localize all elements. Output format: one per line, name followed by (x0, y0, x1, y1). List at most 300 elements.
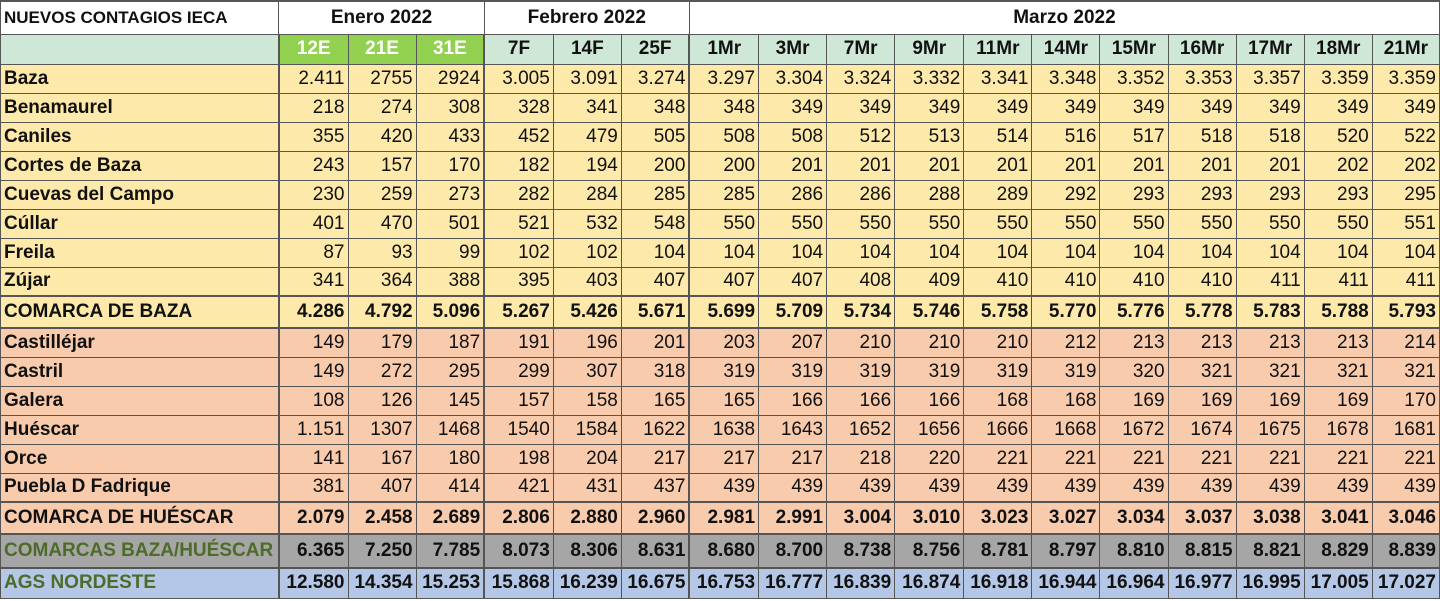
cell-value: 349 (759, 93, 827, 122)
cell-value: 165 (689, 386, 758, 415)
cell-value: 1643 (759, 415, 827, 444)
cell-value: 1622 (621, 415, 689, 444)
cell-value: 1672 (1100, 415, 1168, 444)
cell-value: 285 (689, 180, 758, 209)
cell-value: 8.810 (1100, 534, 1168, 568)
cell-value: 3.091 (553, 64, 621, 93)
row-label: Puebla D Fadrique (1, 473, 279, 502)
cell-value: 431 (553, 473, 621, 502)
cell-value: 439 (1100, 473, 1168, 502)
cell-value: 349 (1236, 93, 1304, 122)
total-row (1, 568, 1440, 598)
total-row (1, 502, 1440, 534)
cell-value: 8.829 (1304, 534, 1372, 568)
cell-value: 439 (689, 473, 758, 502)
cell-value: 505 (621, 122, 689, 151)
cell-value: 213 (1304, 328, 1372, 357)
row-label: Galera (1, 386, 279, 415)
cell-value: 5.788 (1304, 296, 1372, 328)
cell-value: 4.792 (348, 296, 416, 328)
cell-value: 3.041 (1304, 502, 1372, 534)
cell-value: 421 (484, 473, 553, 502)
cell-value: 157 (484, 386, 553, 415)
cell-value: 2.411 (279, 64, 348, 93)
cell-value: 104 (621, 238, 689, 267)
cell-value: 439 (1032, 473, 1100, 502)
date-header: 15Mr (1100, 34, 1168, 64)
cell-value: 321 (1168, 357, 1236, 386)
cell-value: 411 (1236, 267, 1304, 296)
cell-value: 5.709 (759, 296, 827, 328)
table-row (1, 267, 1440, 296)
row-label: Freila (1, 238, 279, 267)
cell-value: 201 (1032, 151, 1100, 180)
cell-value: 550 (1032, 209, 1100, 238)
cell-value: 1656 (895, 415, 964, 444)
cell-value: 284 (553, 180, 621, 209)
cell-value: 213 (1236, 328, 1304, 357)
table-row (1, 151, 1440, 180)
cell-value: 158 (553, 386, 621, 415)
cell-value: 170 (1372, 386, 1439, 415)
cell-value: 243 (279, 151, 348, 180)
cell-value: 221 (964, 444, 1032, 473)
cell-value: 198 (484, 444, 553, 473)
cell-value: 550 (827, 209, 895, 238)
cell-value: 307 (553, 357, 621, 386)
cell-value: 349 (1304, 93, 1372, 122)
cell-value: 321 (1304, 357, 1372, 386)
cell-value: 149 (279, 328, 348, 357)
cell-value: 5.783 (1236, 296, 1304, 328)
cell-value: 381 (279, 473, 348, 502)
cell-value: 201 (621, 328, 689, 357)
cell-value: 548 (621, 209, 689, 238)
date-header: 25F (621, 34, 689, 64)
cell-value: 2.689 (416, 502, 484, 534)
cell-value: 349 (1032, 93, 1100, 122)
cell-value: 16.944 (1032, 568, 1100, 598)
cell-value: 411 (1372, 267, 1439, 296)
row-label: Caniles (1, 122, 279, 151)
cell-value: 439 (895, 473, 964, 502)
cell-value: 213 (1168, 328, 1236, 357)
cell-value: 452 (484, 122, 553, 151)
cell-value: 8.738 (827, 534, 895, 568)
cell-value: 201 (895, 151, 964, 180)
cell-value: 439 (1372, 473, 1439, 502)
cell-value: 16.874 (895, 568, 964, 598)
cell-value: 1666 (964, 415, 1032, 444)
cell-value: 299 (484, 357, 553, 386)
cell-value: 512 (827, 122, 895, 151)
row-label: Baza (1, 64, 279, 93)
cell-value: 550 (895, 209, 964, 238)
cell-value: 200 (689, 151, 758, 180)
cell-value: 3.332 (895, 64, 964, 93)
cell-value: 3.046 (1372, 502, 1439, 534)
cell-value: 3.005 (484, 64, 553, 93)
cell-value: 5.778 (1168, 296, 1236, 328)
cell-value: 200 (621, 151, 689, 180)
cell-value: 104 (1236, 238, 1304, 267)
cell-value: 293 (1168, 180, 1236, 209)
month-header-marzo: Marzo 2022 (689, 1, 1439, 34)
cell-value: 532 (553, 209, 621, 238)
cell-value: 16.964 (1100, 568, 1168, 598)
cell-value: 3.359 (1304, 64, 1372, 93)
cell-value: 126 (348, 386, 416, 415)
cell-value: 410 (1100, 267, 1168, 296)
cell-value: 1468 (416, 415, 484, 444)
cell-value: 341 (553, 93, 621, 122)
date-header: 9Mr (895, 34, 964, 64)
table-row (1, 122, 1440, 151)
cell-value: 349 (1168, 93, 1236, 122)
cell-value: 439 (827, 473, 895, 502)
cell-value: 201 (1100, 151, 1168, 180)
cell-value: 3.297 (689, 64, 758, 93)
cell-value: 1652 (827, 415, 895, 444)
cell-value: 341 (279, 267, 348, 296)
header-row-dates (1, 34, 1440, 64)
cell-value: 16.839 (827, 568, 895, 598)
cell-value: 410 (1168, 267, 1236, 296)
cell-value: 3.357 (1236, 64, 1304, 93)
cell-value: 522 (1372, 122, 1439, 151)
cell-value: 104 (1032, 238, 1100, 267)
date-header: 18Mr (1304, 34, 1372, 64)
cell-value: 516 (1032, 122, 1100, 151)
cell-value: 108 (279, 386, 348, 415)
cell-value: 407 (759, 267, 827, 296)
cell-value: 168 (1032, 386, 1100, 415)
cell-value: 550 (759, 209, 827, 238)
cell-value: 104 (1304, 238, 1372, 267)
cell-value: 407 (348, 473, 416, 502)
cell-value: 1681 (1372, 415, 1439, 444)
cell-value: 319 (895, 357, 964, 386)
cell-value: 5.758 (964, 296, 1032, 328)
cell-value: 501 (416, 209, 484, 238)
cell-value: 104 (759, 238, 827, 267)
table-row (1, 328, 1440, 357)
date-header: 11Mr (964, 34, 1032, 64)
cell-value: 179 (348, 328, 416, 357)
cell-value: 169 (1168, 386, 1236, 415)
cell-value: 104 (964, 238, 1032, 267)
cell-value: 2.991 (759, 502, 827, 534)
table-row (1, 473, 1440, 502)
cell-value: 3.034 (1100, 502, 1168, 534)
month-header-febrero: Febrero 2022 (484, 1, 689, 34)
cell-value: 12.580 (279, 568, 348, 598)
cell-value: 4.286 (279, 296, 348, 328)
cell-value: 1678 (1304, 415, 1372, 444)
cell-value: 8.839 (1372, 534, 1439, 568)
cell-value: 3.027 (1032, 502, 1100, 534)
cell-value: 180 (416, 444, 484, 473)
cell-value: 349 (895, 93, 964, 122)
cell-value: 550 (964, 209, 1032, 238)
cell-value: 286 (827, 180, 895, 209)
cell-value: 210 (964, 328, 1032, 357)
cell-value: 149 (279, 357, 348, 386)
cell-value: 182 (484, 151, 553, 180)
cell-value: 410 (1032, 267, 1100, 296)
cell-value: 410 (964, 267, 1032, 296)
cell-value: 550 (1100, 209, 1168, 238)
cell-value: 104 (1100, 238, 1168, 267)
date-header: 7F (484, 34, 553, 64)
cell-value: 1.151 (279, 415, 348, 444)
row-label: Zújar (1, 267, 279, 296)
cell-value: 169 (1236, 386, 1304, 415)
cell-value: 5.426 (553, 296, 621, 328)
date-header: 21Mr (1372, 34, 1439, 64)
cell-value: 388 (416, 267, 484, 296)
cell-value: 439 (1304, 473, 1372, 502)
date-header: 1Mr (689, 34, 758, 64)
cell-value: 433 (416, 122, 484, 151)
cell-value: 3.038 (1236, 502, 1304, 534)
cell-value: 1638 (689, 415, 758, 444)
cell-value: 168 (964, 386, 1032, 415)
cell-value: 407 (689, 267, 758, 296)
cell-value: 321 (1236, 357, 1304, 386)
table-row (1, 357, 1440, 386)
header-row-months (1, 1, 1440, 34)
cell-value: 508 (759, 122, 827, 151)
cell-value: 3.010 (895, 502, 964, 534)
cell-value: 15.253 (416, 568, 484, 598)
cell-value: 513 (895, 122, 964, 151)
cell-value: 349 (827, 93, 895, 122)
cell-value: 221 (1304, 444, 1372, 473)
cell-value: 319 (964, 357, 1032, 386)
cell-value: 437 (621, 473, 689, 502)
cell-value: 551 (1372, 209, 1439, 238)
cell-value: 320 (1100, 357, 1168, 386)
cell-value: 5.699 (689, 296, 758, 328)
row-label: Cúllar (1, 209, 279, 238)
cell-value: 8.815 (1168, 534, 1236, 568)
cell-value: 201 (1236, 151, 1304, 180)
cell-value: 514 (964, 122, 1032, 151)
cell-value: 220 (895, 444, 964, 473)
cell-value: 16.239 (553, 568, 621, 598)
cell-value: 93 (348, 238, 416, 267)
cell-value: 282 (484, 180, 553, 209)
cell-value: 407 (621, 267, 689, 296)
cell-value: 141 (279, 444, 348, 473)
cell-value: 3.348 (1032, 64, 1100, 93)
cell-value: 293 (1100, 180, 1168, 209)
total-row (1, 296, 1440, 328)
cell-value: 221 (1032, 444, 1100, 473)
cell-value: 217 (621, 444, 689, 473)
cell-value: 201 (759, 151, 827, 180)
cell-value: 5.793 (1372, 296, 1439, 328)
cell-value: 8.781 (964, 534, 1032, 568)
row-label: Huéscar (1, 415, 279, 444)
cell-value: 5.776 (1100, 296, 1168, 328)
cell-value: 349 (1100, 93, 1168, 122)
row-label: COMARCA DE HUÉSCAR (1, 502, 279, 534)
cell-value: 221 (1236, 444, 1304, 473)
cell-value: 166 (895, 386, 964, 415)
table-title: NUEVOS CONTAGIOS IECA (1, 1, 279, 34)
cell-value: 8.797 (1032, 534, 1100, 568)
cell-value: 217 (689, 444, 758, 473)
cell-value: 8.073 (484, 534, 553, 568)
table-row (1, 93, 1440, 122)
row-label: Orce (1, 444, 279, 473)
cell-value: 5.746 (895, 296, 964, 328)
cell-value: 420 (348, 122, 416, 151)
cell-value: 2.458 (348, 502, 416, 534)
cell-value: 408 (827, 267, 895, 296)
row-label: Cortes de Baza (1, 151, 279, 180)
date-header: 16Mr (1168, 34, 1236, 64)
cell-value: 518 (1236, 122, 1304, 151)
cell-value: 349 (1372, 93, 1439, 122)
cell-value: 517 (1100, 122, 1168, 151)
cell-value: 3.304 (759, 64, 827, 93)
cell-value: 16.918 (964, 568, 1032, 598)
table-row (1, 180, 1440, 209)
cell-value: 16.777 (759, 568, 827, 598)
cell-value: 328 (484, 93, 553, 122)
cell-value: 2.079 (279, 502, 348, 534)
cell-value: 157 (348, 151, 416, 180)
date-header: 31E (416, 34, 484, 64)
cell-value: 99 (416, 238, 484, 267)
cell-value: 16.977 (1168, 568, 1236, 598)
cell-value: 292 (1032, 180, 1100, 209)
cell-value: 308 (416, 93, 484, 122)
cell-value: 550 (1236, 209, 1304, 238)
date-header: 21E (348, 34, 416, 64)
cell-value: 289 (964, 180, 1032, 209)
cell-value: 439 (1168, 473, 1236, 502)
cell-value: 1674 (1168, 415, 1236, 444)
cell-value: 145 (416, 386, 484, 415)
cell-value: 348 (621, 93, 689, 122)
cell-value: 8.306 (553, 534, 621, 568)
cell-value: 213 (1100, 328, 1168, 357)
date-header: 17Mr (1236, 34, 1304, 64)
cell-value: 217 (759, 444, 827, 473)
cell-value: 104 (1372, 238, 1439, 267)
cell-value: 104 (689, 238, 758, 267)
cell-value: 2.960 (621, 502, 689, 534)
cell-value: 196 (553, 328, 621, 357)
date-header: 7Mr (827, 34, 895, 64)
cell-value: 273 (416, 180, 484, 209)
cell-value: 212 (1032, 328, 1100, 357)
cell-value: 201 (827, 151, 895, 180)
cell-value: 520 (1304, 122, 1372, 151)
cell-value: 3.324 (827, 64, 895, 93)
cell-value: 439 (759, 473, 827, 502)
cell-value: 104 (895, 238, 964, 267)
cell-value: 288 (895, 180, 964, 209)
cell-value: 274 (348, 93, 416, 122)
cell-value: 87 (279, 238, 348, 267)
row-label: Benamaurel (1, 93, 279, 122)
cell-value: 1668 (1032, 415, 1100, 444)
cell-value: 439 (964, 473, 1032, 502)
cell-value: 286 (759, 180, 827, 209)
cell-value: 169 (1304, 386, 1372, 415)
row-label: Castilléjar (1, 328, 279, 357)
cell-value: 414 (416, 473, 484, 502)
cell-value: 218 (827, 444, 895, 473)
row-label: AGS NORDESTE (1, 568, 279, 598)
cell-value: 17.027 (1372, 568, 1439, 598)
cell-value: 16.995 (1236, 568, 1304, 598)
cell-value: 550 (1168, 209, 1236, 238)
cell-value: 16.753 (689, 568, 758, 598)
cell-value: 8.700 (759, 534, 827, 568)
cell-value: 210 (895, 328, 964, 357)
cell-value: 3.353 (1168, 64, 1236, 93)
cell-value: 14.354 (348, 568, 416, 598)
cell-value: 165 (621, 386, 689, 415)
cell-value: 167 (348, 444, 416, 473)
cell-value: 5.671 (621, 296, 689, 328)
cell-value: 479 (553, 122, 621, 151)
date-header-blank (1, 34, 279, 64)
cell-value: 409 (895, 267, 964, 296)
cell-value: 5.770 (1032, 296, 1100, 328)
cell-value: 8.756 (895, 534, 964, 568)
cell-value: 349 (964, 93, 1032, 122)
cell-value: 411 (1304, 267, 1372, 296)
cell-value: 355 (279, 122, 348, 151)
cell-value: 102 (484, 238, 553, 267)
table-row (1, 386, 1440, 415)
cell-value: 259 (348, 180, 416, 209)
cell-value: 2924 (416, 64, 484, 93)
cell-value: 104 (827, 238, 895, 267)
cell-value: 17.005 (1304, 568, 1372, 598)
cell-value: 202 (1372, 151, 1439, 180)
cell-value: 3.274 (621, 64, 689, 93)
cell-value: 194 (553, 151, 621, 180)
cell-value: 3.004 (827, 502, 895, 534)
cell-value: 221 (1100, 444, 1168, 473)
date-header: 14F (553, 34, 621, 64)
month-header-enero: Enero 2022 (279, 1, 484, 34)
cell-value: 6.365 (279, 534, 348, 568)
cell-value: 7.785 (416, 534, 484, 568)
date-header: 3Mr (759, 34, 827, 64)
cell-value: 2.806 (484, 502, 553, 534)
cell-value: 104 (1168, 238, 1236, 267)
cell-value: 550 (689, 209, 758, 238)
table-row (1, 64, 1440, 93)
cell-value: 319 (759, 357, 827, 386)
cell-value: 403 (553, 267, 621, 296)
table-row (1, 238, 1440, 267)
cell-value: 3.023 (964, 502, 1032, 534)
cell-value: 319 (689, 357, 758, 386)
cell-value: 2.880 (553, 502, 621, 534)
cell-value: 5.734 (827, 296, 895, 328)
cell-value: 321 (1372, 357, 1439, 386)
